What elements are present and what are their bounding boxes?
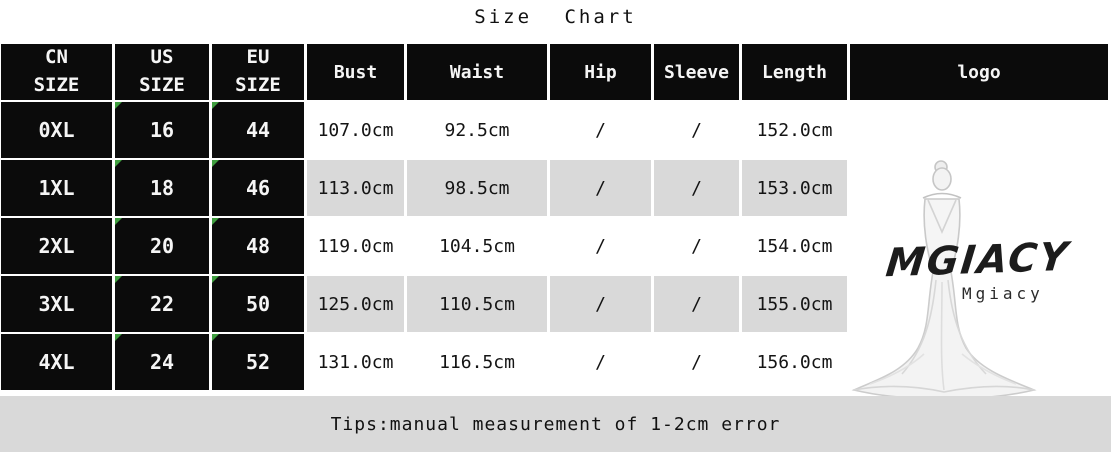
us-size-cell (115, 334, 209, 390)
cell-flag-icon (212, 334, 219, 341)
length-cell: 152.0cm (742, 102, 847, 158)
header-line: CN (45, 46, 68, 69)
cell-flag-icon (212, 218, 219, 225)
eu-size-cell (212, 102, 304, 158)
column-header-us-size (115, 44, 209, 100)
cn-size-cell: 1XL (1, 160, 112, 216)
header-line: US (150, 46, 174, 69)
sleeve-cell: / (654, 160, 739, 216)
cn-size-cell: 2XL (1, 218, 112, 274)
eu-size-value: 50 (245, 292, 271, 316)
column-header-bust: Bust (307, 44, 404, 100)
us-size-cell (115, 102, 209, 158)
hip-cell: / (550, 160, 651, 216)
cn-size-cell: 4XL (1, 334, 112, 390)
us-size-cell (115, 160, 209, 216)
length-cell: 156.0cm (742, 334, 847, 390)
column-header-waist: Waist (407, 44, 547, 100)
header-line: SIZE (33, 74, 80, 96)
us-size-value: 18 (149, 176, 175, 200)
cell-flag-icon (115, 102, 122, 109)
cell-flag-icon (115, 334, 122, 341)
waist-cell: 92.5cm (407, 102, 547, 158)
column-header-eu-size (212, 44, 304, 100)
sleeve-cell: / (654, 218, 739, 274)
bust-cell: 119.0cm (307, 218, 404, 274)
tips-bar (0, 396, 1111, 452)
eu-size-value: 46 (245, 176, 271, 200)
waist-cell: 116.5cm (407, 334, 547, 390)
hip-cell: / (550, 334, 651, 390)
eu-size-value: 52 (245, 350, 271, 374)
cell-flag-icon (212, 160, 219, 167)
bust-cell: 125.0cm (307, 276, 404, 332)
bust-cell: 107.0cm (307, 102, 404, 158)
us-size-value: 16 (149, 118, 175, 142)
eu-size-value: 44 (245, 118, 271, 142)
page-title: Size Chart (474, 6, 637, 28)
cell-flag-icon (115, 218, 122, 225)
header-line: SIZE (235, 74, 281, 96)
length-cell: 153.0cm (742, 160, 847, 216)
cell-flag-icon (115, 160, 122, 167)
us-size-value: 20 (149, 234, 175, 258)
tips-text: Tips:manual measurement of 1-2cm error (330, 413, 781, 435)
eu-size-cell (212, 218, 304, 274)
eu-size-value: 48 (245, 234, 271, 258)
cell-flag-icon (212, 102, 219, 109)
column-header-logo: logo (850, 44, 1108, 100)
us-size-cell (115, 276, 209, 332)
waist-cell: 104.5cm (407, 218, 547, 274)
brand-logo-cell (850, 102, 1108, 390)
column-header-length: Length (742, 44, 847, 100)
hip-cell: / (550, 276, 651, 332)
cell-flag-icon (212, 276, 219, 283)
us-size-value: 24 (149, 350, 175, 374)
column-header-sleeve: Sleeve (654, 44, 739, 100)
waist-cell: 98.5cm (407, 160, 547, 216)
size-chart-table (1, 44, 1108, 390)
length-cell: 154.0cm (742, 218, 847, 274)
column-header-cn-size (1, 44, 112, 100)
sleeve-cell: / (654, 334, 739, 390)
eu-size-cell (212, 334, 304, 390)
cell-flag-icon (115, 276, 122, 283)
bust-cell: 113.0cm (307, 160, 404, 216)
hip-cell: / (550, 102, 651, 158)
hip-cell: / (550, 218, 651, 274)
us-size-cell (115, 218, 209, 274)
us-size-value: 22 (149, 292, 175, 316)
cn-size-cell: 3XL (1, 276, 112, 332)
column-header-hip: Hip (550, 44, 651, 100)
header-line: EU (246, 46, 270, 69)
sleeve-cell: / (654, 102, 739, 158)
length-cell: 155.0cm (742, 276, 847, 332)
cn-size-cell: 0XL (1, 102, 112, 158)
brand-logo-subtext: Mgiacy (962, 284, 1044, 303)
waist-cell: 110.5cm (407, 276, 547, 332)
brand-logo-text: MGIACY (883, 234, 1072, 287)
sleeve-cell: / (654, 276, 739, 332)
eu-size-cell (212, 160, 304, 216)
bust-cell: 131.0cm (307, 334, 404, 390)
eu-size-cell (212, 276, 304, 332)
header-line: SIZE (139, 74, 185, 96)
